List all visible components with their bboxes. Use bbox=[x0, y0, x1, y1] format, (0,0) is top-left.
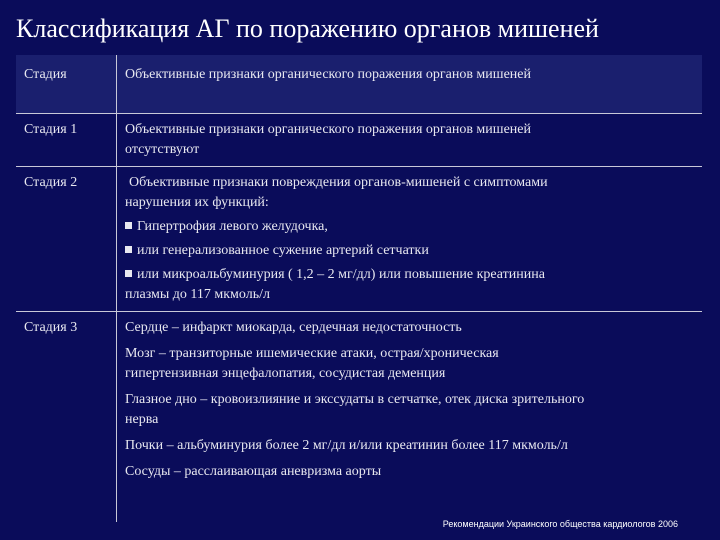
stage-3-vessels-line: Сосуды – расслаивающая аневризма аорты bbox=[125, 464, 382, 479]
stage-3-vessels bbox=[125, 462, 696, 482]
bullet-text: или генерализованное сужение артерий сетчатки bbox=[137, 243, 429, 258]
stage-3-fundus bbox=[125, 390, 696, 430]
stage-2-signs bbox=[117, 167, 703, 312]
stage-2-bullet-2 bbox=[125, 241, 696, 261]
stage-2-intro-2: нарушения их функций: bbox=[125, 195, 269, 210]
table-header-row bbox=[16, 55, 702, 114]
stage-1-line-1: Объективные признаки органического поражения органов мишеней bbox=[125, 122, 531, 137]
stage-3-fundus-line-1: Глазное дно – кровоизлияние и экссудаты в сетчатке, отек диска зрительного bbox=[125, 392, 585, 407]
square-bullet-icon bbox=[125, 270, 132, 277]
stage-3-label: Стадия 3 bbox=[16, 312, 117, 523]
footer-source: Рекомендации Украинского общества кардиологов 2006 bbox=[442, 519, 678, 529]
table-row-stage-1 bbox=[16, 114, 702, 167]
stage-2-bullet-1 bbox=[125, 217, 696, 237]
stage-1-label: Стадия 1 bbox=[16, 114, 117, 167]
stage-1-signs bbox=[117, 114, 703, 167]
stage-3-signs bbox=[117, 312, 703, 523]
page-title: Классификация АГ по поражению органов мишеней bbox=[16, 14, 599, 43]
stage-3-heart bbox=[125, 318, 696, 338]
table-row-stage-2 bbox=[16, 167, 702, 312]
header-signs: Объективные признаки органического поражения органов мишеней bbox=[117, 55, 703, 114]
stage-3-kidneys bbox=[125, 436, 696, 456]
square-bullet-icon bbox=[125, 222, 132, 229]
stage-2-intro-1: Объективные признаки повреждения органов-мишеней с симптомами bbox=[129, 175, 548, 190]
stage-3-brain bbox=[125, 344, 696, 384]
stage-3-heart-line: Сердце – инфаркт миокарда, сердечная недостаточность bbox=[125, 320, 462, 335]
stage-3-kidneys-line: Почки – альбуминурия более 2 мг/дл и/или креатинин более 117 мкмоль/л bbox=[125, 438, 568, 453]
stage-2-tail: плазмы до 117 мкмоль/л bbox=[125, 287, 270, 302]
stage-1-line-2: отсутствуют bbox=[125, 142, 200, 157]
header-stage: Стадия bbox=[16, 55, 117, 114]
stage-3-brain-line-1: Мозг – транзиторные ишемические атаки, острая/хроническая bbox=[125, 346, 499, 361]
stage-3-brain-line-2: гипертензивная энцефалопатия, сосудистая деменция bbox=[125, 366, 446, 381]
bullet-text: Гипертрофия левого желудочка, bbox=[137, 219, 328, 234]
bullet-text: или микроальбуминурия ( 1,2 – 2 мг/дл) или повышение креатинина bbox=[137, 267, 545, 282]
table-row-stage-3 bbox=[16, 312, 702, 523]
stage-2-label: Стадия 2 bbox=[16, 167, 117, 312]
stage-3-fundus-line-2: нерва bbox=[125, 412, 159, 427]
square-bullet-icon bbox=[125, 246, 132, 253]
classification-table bbox=[16, 55, 702, 522]
stage-2-bullet-3 bbox=[125, 265, 696, 285]
